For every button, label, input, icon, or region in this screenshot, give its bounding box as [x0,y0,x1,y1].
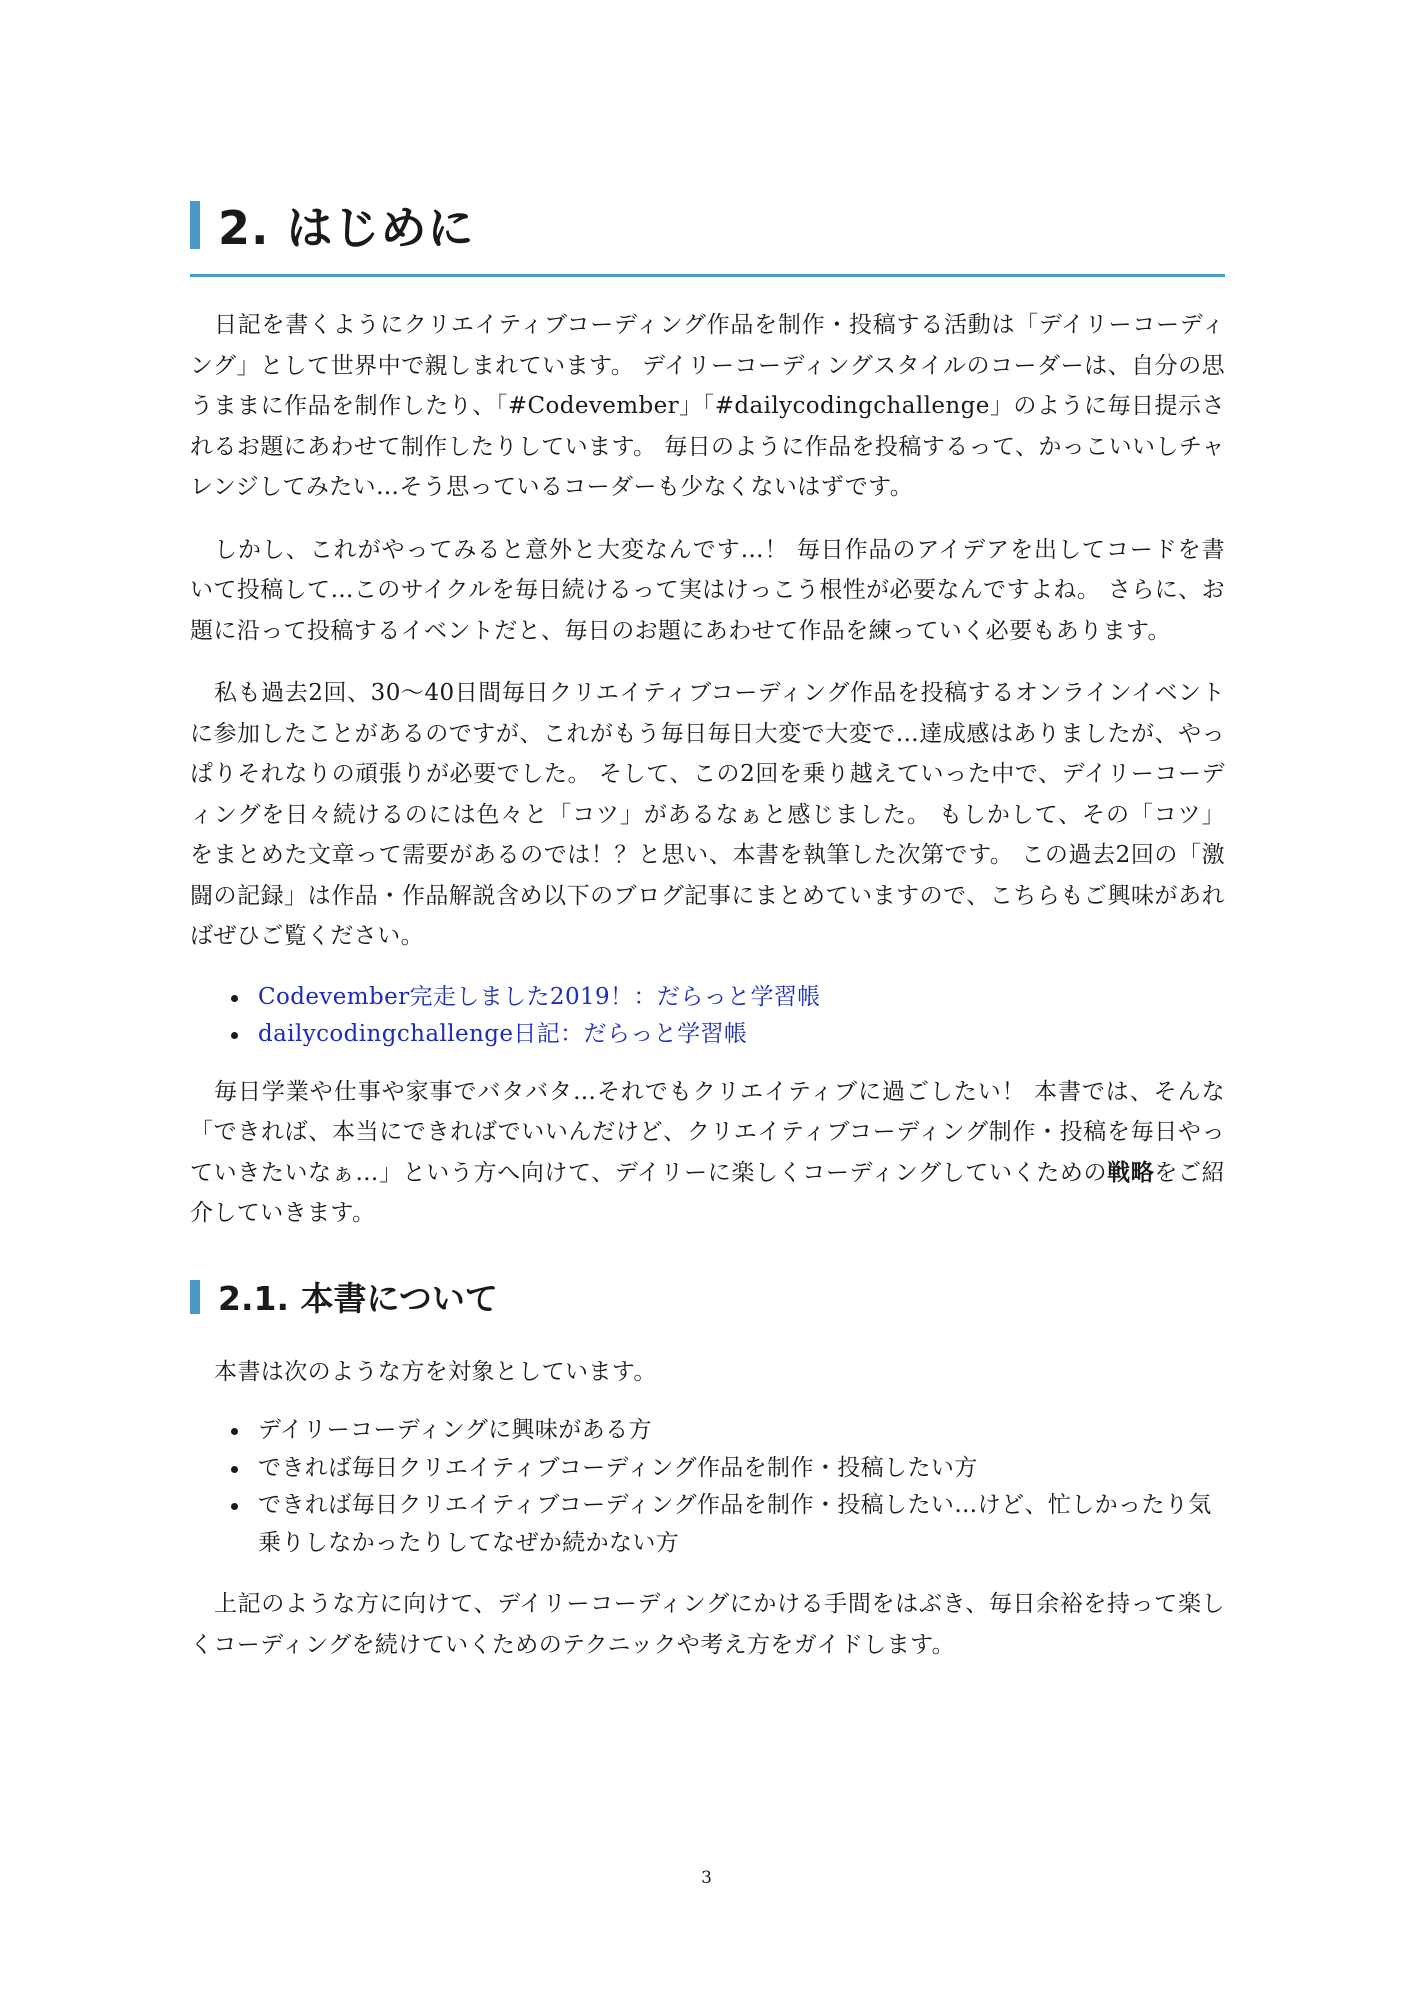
page-number: 3 [701,1868,712,1888]
emphasis-text: 戦略 [1107,1158,1155,1186]
intro-paragraph-3: 私も過去2回、30〜40日間毎日クリエイティブコーディング作品を投稿するオンラインイベントに参加したことがあるのですが、これがもう毎日毎日大変で大変で…達成感はありましたが、やっぱりそれなりの頑張りが必要でした。 そして、この2回を乗り越えていった中で、デイリーコーディングを日々続けるのには色々と「コツ」があるなぁと感じました。 もしかして、その「コツ」をまとめた文章って需要があるのでは！？と思い、本書を執筆した次第です。 この過去2回の「激闘の記録」は作品・作品解説含め以下のブログ記事にまとめていますので、こちらもご興味があればぜひご覧ください。 [190,680,1225,949]
heading-accent-bar [190,1280,200,1314]
section-title: 2.1. 本書について [218,1279,498,1318]
chapter-title: 2. はじめに [218,201,475,255]
intro-paragraph-1: 日記を書くようにクリエイティブコーディング作品を制作・投稿する活動は「デイリーコーディング」として世界中で親しまれています。 デイリーコーディングスタイルのコーダーは、自分の思うままに作品を制作したり、「#Codevember」「#dailycodingchallenge」のように毎日提示されるお題にあわせて制作したりしています。 毎日のように作品を投稿するって、かっこいいしチャレンジしてみたい…そう思っているコーダーも少なくないはずです。 [190,312,1225,500]
paragraph-text: 毎日学業や仕事や家事でバタバタ…それでもクリエイティブに過ごしたい！ 本書では、そんな「できれば、本当にできればでいいんだけど、クリエイティブコーディング制作・投稿を毎日やっていきたいなぁ…」という方へ向けて、デイリーに楽しくコーディングしていくための [190,1078,1225,1186]
list-item: できれば毎日クリエイティブコーディング作品を制作・投稿したい方 [190,1450,1225,1488]
chapter-heading [190,190,1225,277]
dailycodingchallenge-blog-link[interactable]: dailycodingchallenge日記：だらっと学習帳 [258,1021,748,1047]
codevember-blog-link[interactable]: Codevember完走しました2019！：だらっと学習帳 [258,983,821,1010]
list-item [190,979,1225,1017]
audience-list [190,1412,1225,1562]
intro-paragraph-4 [190,1072,1225,1234]
page-content [190,190,1225,1665]
audience-intro: 本書は次のような方を対象としています。 [214,1358,657,1385]
section-heading [190,1272,1225,1322]
heading-accent-bar [190,201,200,249]
list-item: デイリーコーディングに興味がある方 [190,1412,1225,1450]
list-item: できれば毎日クリエイティブコーディング作品を制作・投稿したい…けど、忙しかったり気乗りしなかったりしてなぜか続かない方 [190,1487,1225,1562]
intro-paragraph-2: しかし、これがやってみると意外と大変なんです…！ 毎日作品のアイデアを出してコードを書いて投稿して…このサイクルを毎日続けるって実はけっこう根性が必要なんですよね。 さらに、お題に沿って投稿するイベントだと、毎日のお題にあわせて作品を練っていく必要もあります。 [190,536,1225,644]
paragraph-text: をご紹介していきます。 [190,1159,1225,1226]
blog-links-list [190,979,1225,1054]
closing-paragraph: 上記のような方に向けて、デイリーコーディングにかける手間をはぶき、毎日余裕を持って楽しくコーディングを続けていくためのテクニックや考え方をガイドします。 [190,1591,1225,1658]
list-item [190,1016,1225,1054]
